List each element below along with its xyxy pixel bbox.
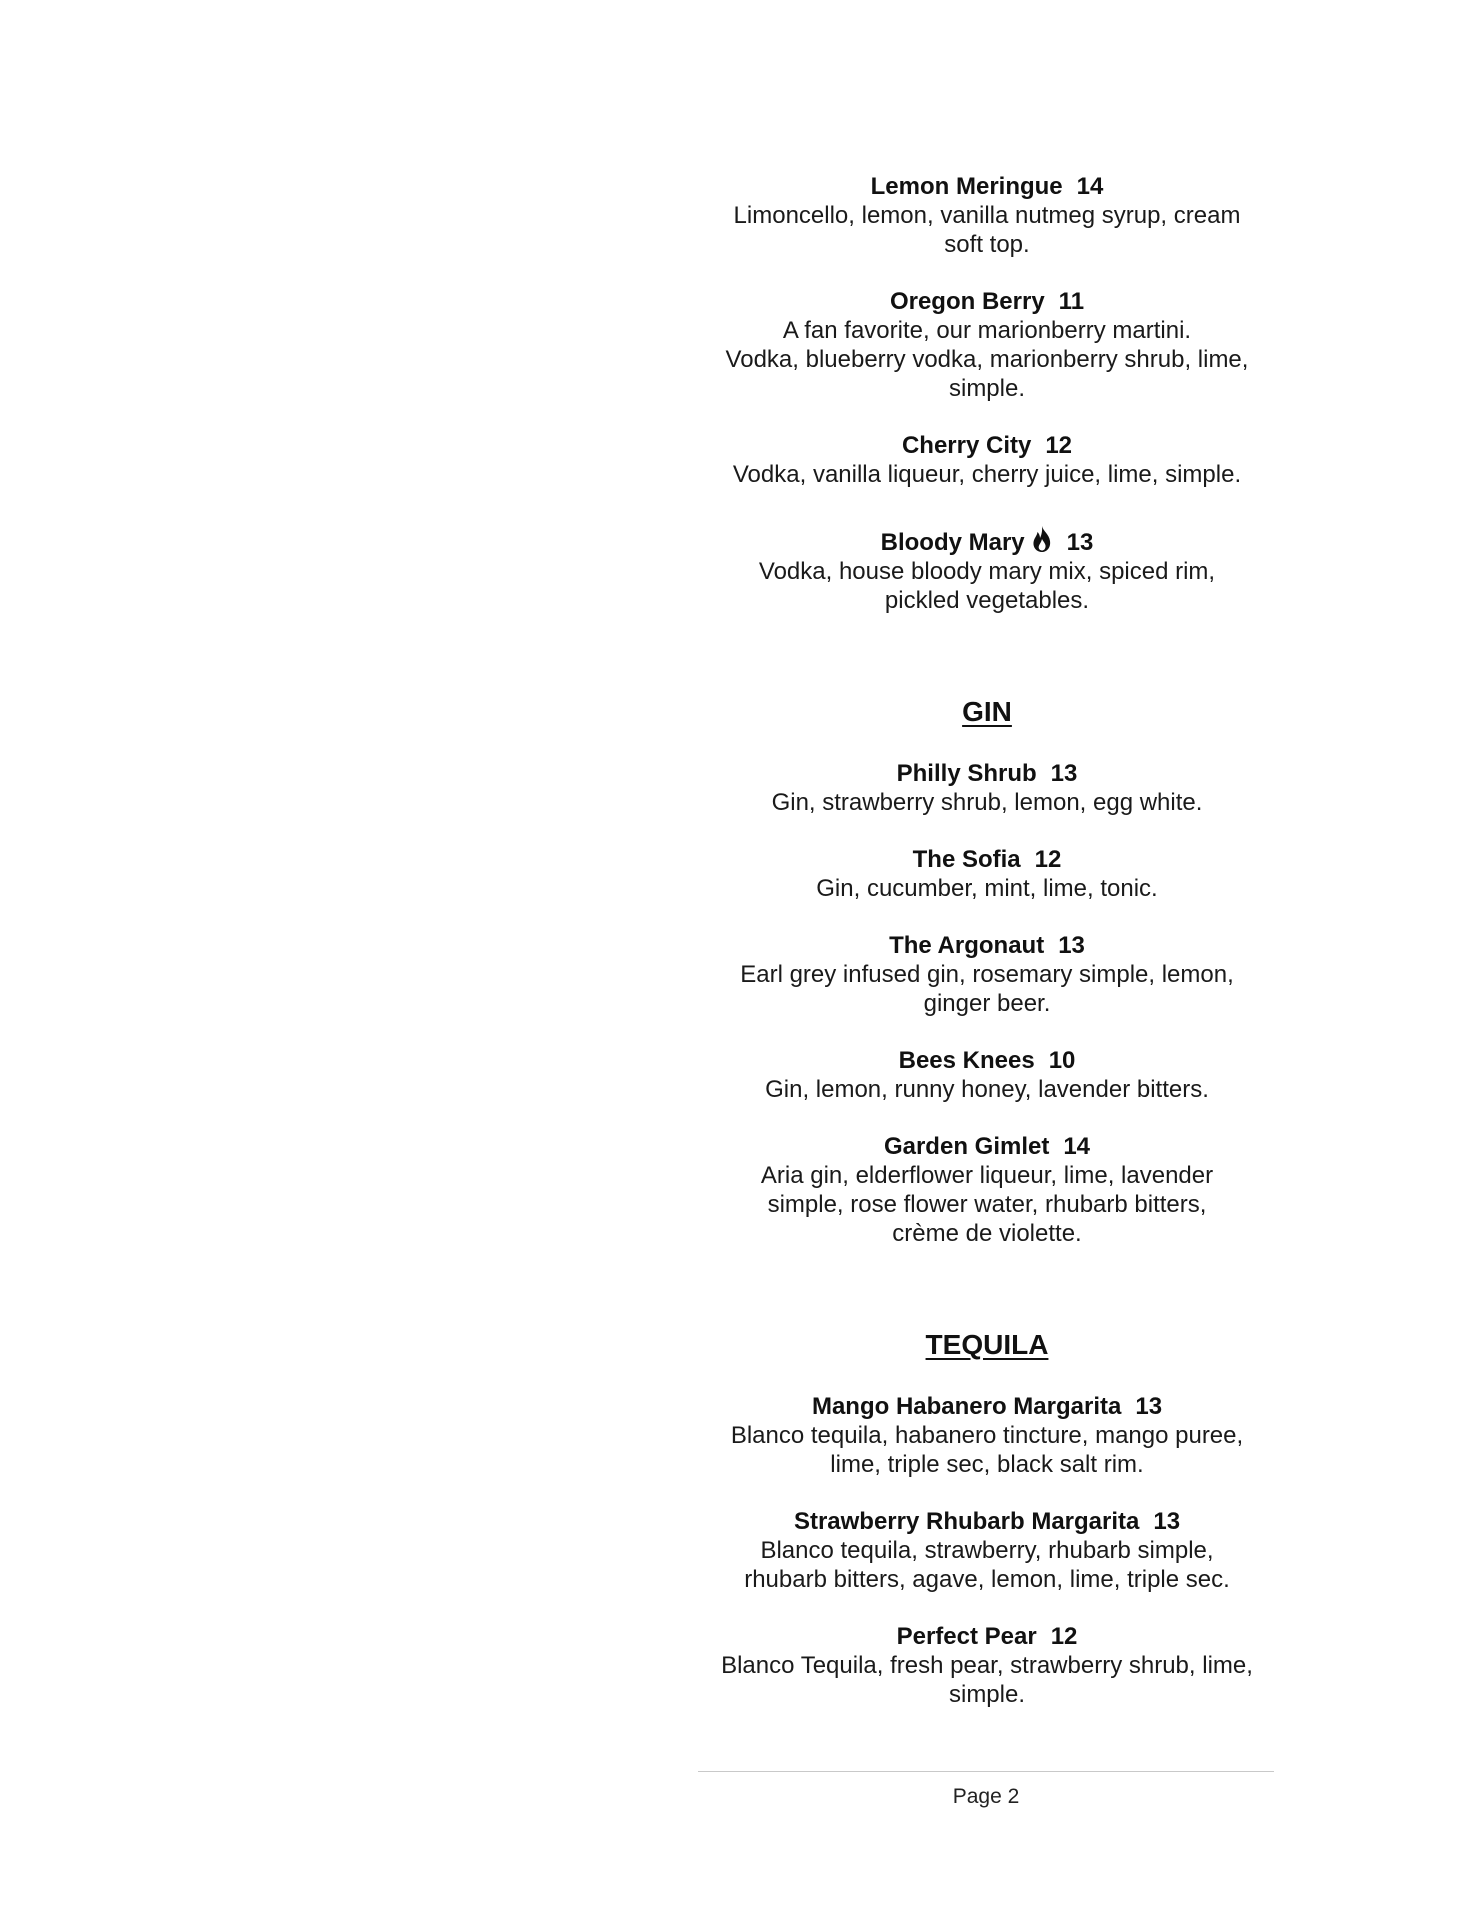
item-title xyxy=(692,1392,1282,1421)
item-price: 13 xyxy=(1058,932,1085,959)
item-description-line: pickled vegetables. xyxy=(884,587,1090,614)
item-description-line: lime, triple sec, black salt rim. xyxy=(830,1451,1144,1478)
item-description-line: Gin, strawberry shrub, lemon, egg white. xyxy=(771,789,1203,816)
item-description-line: Aria gin, elderflower liqueur, lime, lavender xyxy=(760,1162,1214,1189)
menu-item-mango-habanero-margarita xyxy=(692,1392,1282,1479)
item-title xyxy=(692,1622,1282,1651)
item-name: The Sofia xyxy=(912,846,1021,873)
item-name: Bees Knees xyxy=(898,1047,1035,1074)
item-title xyxy=(692,525,1282,557)
item-name: Cherry City xyxy=(901,432,1032,459)
item-description-line: Vodka, house bloody mary mix, spiced rim, xyxy=(758,558,1216,585)
item-title xyxy=(692,759,1282,788)
menu-item-oregon-berry xyxy=(692,287,1282,403)
item-description-line: Vodka, vanilla liqueur, cherry juice, lime, simple. xyxy=(732,461,1242,488)
item-name: Lemon Meringue xyxy=(870,173,1063,200)
menu-column xyxy=(692,172,1282,1737)
section-spacer xyxy=(692,643,1282,695)
item-description-line: A fan favorite, our marionberry martini. xyxy=(782,317,1192,344)
menu-item-strawberry-rhubarb-margarita xyxy=(692,1507,1282,1594)
section-heading-tequila: TEQUILA xyxy=(925,1329,1049,1360)
page-number: Page 2 xyxy=(952,1785,1020,1808)
item-title xyxy=(692,1507,1282,1536)
section-spacer xyxy=(692,1276,1282,1328)
item-description-line: simple, rose flower water, rhubarb bitters, xyxy=(767,1191,1207,1218)
item-name: The Argonaut xyxy=(889,932,1045,959)
flame-icon xyxy=(1031,525,1053,553)
item-price: 13 xyxy=(1050,760,1078,787)
item-description-line: Earl grey infused gin, rosemary simple, lemon, xyxy=(740,961,1234,988)
item-price: 13 xyxy=(1066,529,1094,556)
item-description-line: Limoncello, lemon, vanilla nutmeg syrup, cream xyxy=(733,202,1241,229)
menu-item-bees-knees xyxy=(692,1046,1282,1104)
menu-item-perfect-pear xyxy=(692,1622,1282,1709)
item-name: Bloody Mary xyxy=(880,529,1025,556)
item-description-line: Vodka, blueberry vodka, marionberry shrub, lime, xyxy=(725,346,1249,373)
footer-divider xyxy=(698,1771,1274,1772)
menu-item-the-sofia xyxy=(692,845,1282,903)
item-price: 12 xyxy=(1034,846,1062,873)
item-description-line: simple. xyxy=(948,375,1026,402)
item-name: Philly Shrub xyxy=(896,760,1037,787)
item-price: 14 xyxy=(1063,1133,1091,1160)
item-description-line: Gin, cucumber, mint, lime, tonic. xyxy=(816,875,1158,902)
item-name: Perfect Pear xyxy=(896,1623,1037,1650)
item-title xyxy=(692,845,1282,874)
gin-section xyxy=(692,695,1282,1248)
item-name: Garden Gimlet xyxy=(883,1133,1050,1160)
item-price: 14 xyxy=(1076,173,1104,200)
item-description-line: soft top. xyxy=(944,231,1030,258)
item-description-line: crème de violette. xyxy=(892,1220,1082,1247)
item-title xyxy=(692,287,1282,316)
item-title xyxy=(692,172,1282,201)
tequila-section xyxy=(692,1328,1282,1709)
item-price: 12 xyxy=(1045,432,1073,459)
menu-item-the-argonaut xyxy=(692,931,1282,1018)
menu-item-cherry-city xyxy=(692,431,1282,489)
item-description-line: Blanco tequila, habanero tincture, mango puree, xyxy=(730,1422,1244,1449)
item-name: Mango Habanero Margarita xyxy=(811,1393,1122,1420)
item-price: 12 xyxy=(1050,1623,1078,1650)
item-title xyxy=(692,1132,1282,1161)
item-description-line: rhubarb bitters, agave, lemon, lime, triple sec. xyxy=(744,1566,1230,1593)
item-price: 10 xyxy=(1048,1047,1076,1074)
item-price: 13 xyxy=(1153,1508,1181,1535)
item-description-line: Blanco Tequila, fresh pear, strawberry shrub, lime, xyxy=(721,1652,1253,1679)
item-description-line: Gin, lemon, runny honey, lavender bitters. xyxy=(765,1076,1209,1103)
item-title xyxy=(692,1046,1282,1075)
item-price: 13 xyxy=(1135,1393,1163,1420)
menu-item-bloody-mary xyxy=(692,525,1282,615)
item-description-line: simple. xyxy=(948,1681,1026,1708)
menu-item-garden-gimlet xyxy=(692,1132,1282,1248)
menu-item-lemon-meringue xyxy=(692,172,1282,259)
item-title xyxy=(692,431,1282,460)
item-title xyxy=(692,931,1282,960)
item-name: Oregon Berry xyxy=(889,288,1045,315)
menu-item-philly-shrub xyxy=(692,759,1282,817)
vodka-section-continued xyxy=(692,172,1282,615)
item-price: 11 xyxy=(1058,288,1085,315)
item-description-line: Blanco tequila, strawberry, rhubarb simple, xyxy=(760,1537,1214,1564)
item-description-line: ginger beer. xyxy=(923,990,1051,1017)
item-name: Strawberry Rhubarb Margarita xyxy=(793,1508,1140,1535)
section-heading-gin: GIN xyxy=(962,696,1012,727)
